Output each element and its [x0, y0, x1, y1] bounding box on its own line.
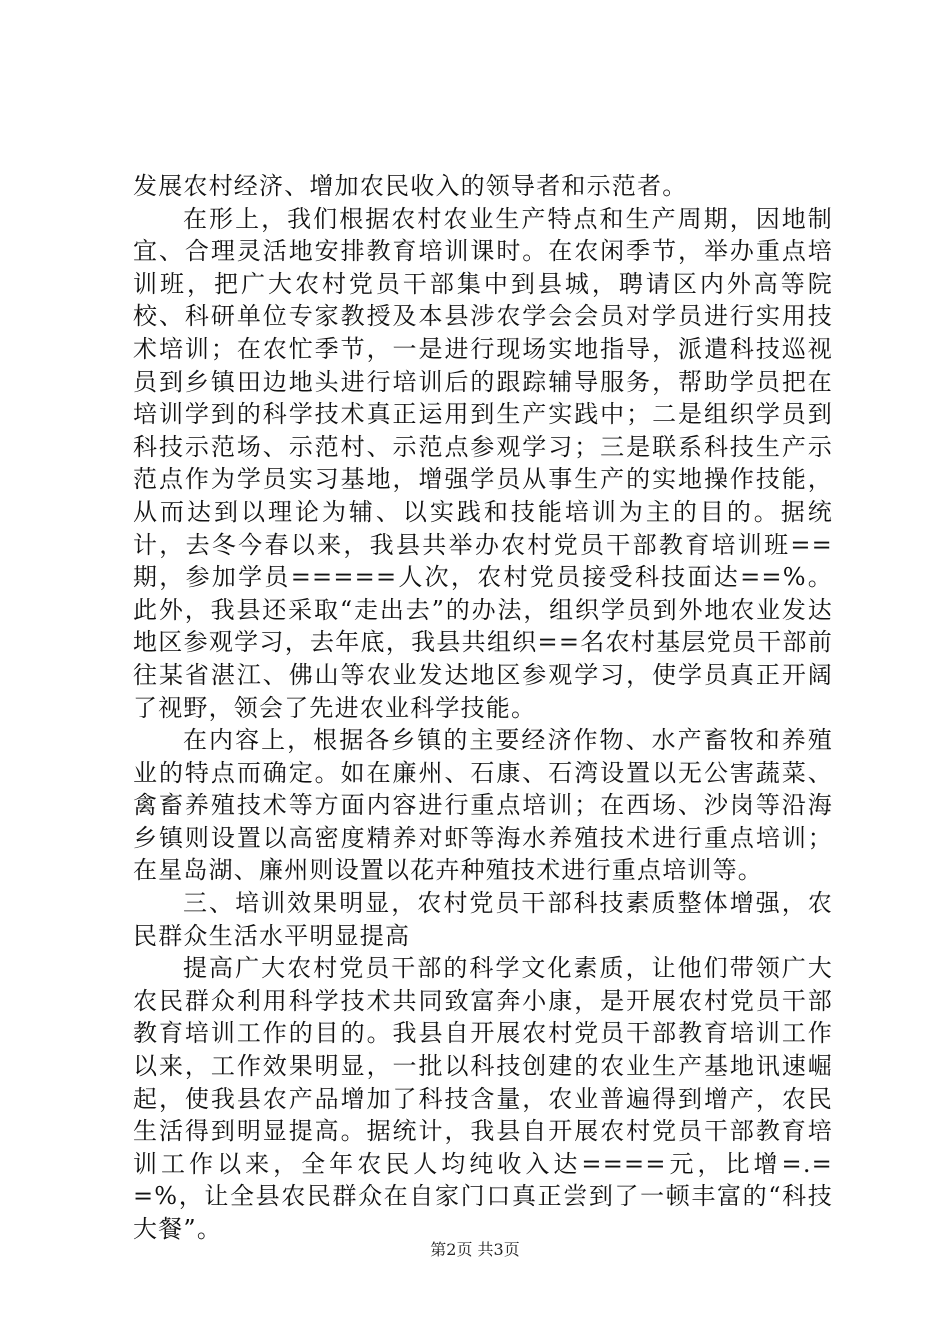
paragraph-training-results: 提高广大农村党员干部的科学文化素质，让他们带领广大农民群众利用科学技术共同致富奔小康，是开展农村党员干部教育培训工作的目的。我县自开展农村党员干部教育培训工作以来，工作效果明显，一批以科技创建的农业生产基地讯速崛起，使我县农产品增加了科技含量，农业普遍得到增产，农民生活得到明显提高。据统计，我县自开展农村党员干部教育培训工作以来，全年农民人均纯收入达====元，比增=.==%，让全县农民群众在自家门口真正尝到了一顿丰富的“科技大餐”。	[133, 954, 833, 1243]
page-footer	[0, 1240, 950, 1260]
section-heading-results: 三、培训效果明显，农村党员干部科技素质整体增强，农民群众生活水平明显提高	[133, 889, 833, 950]
paragraph-training-content: 在内容上，根据各乡镇的主要经济作物、水产畜牧和养殖业的特点而确定。如在廉州、石康、石湾设置以无公害蔬菜、禽畜养殖技术等方面内容进行重点培训；在西场、沙岗等沿海乡镇则设置以高密度精养对虾等海水养殖技术进行重点培训；在星岛湖、廉州则设置以花卉种殖技术进行重点培训等。	[133, 726, 833, 885]
paragraph-continuation: 发展农村经济、增加农民收入的领导者和示范者。	[133, 172, 688, 200]
page-number-label: 第2页 共3页	[430, 1240, 520, 1259]
document-body	[133, 170, 833, 1246]
paragraph-training-form: 在形上，我们根据农村农业生产特点和生产周期，因地制宜、合理灵活地安排教育培训课时。在农闲季节，举办重点培训班，把广大农村党员干部集中到县城，聘请区内外高等院校、科研单位专家教授及本县涉农学会会员对学员进行实用技术培训；在农忙季节，一是进行现场实地指导，派遣科技巡视员到乡镇田边地头进行培训后的跟踪辅导服务，帮助学员把在培训学到的科学技术真正运用到生产实践中；二是组织学员到科技示范场、示范村、示范点参观学习；三是联系科技生产示范点作为学员实习基地，增强学员从事生产的实地操作技能，从而达到以理论为辅、以实践和技能培训为主的目的。据统计，去冬今春以来，我县共举办农村党员干部教育培训班==期，参加学员=====人次，农村党员接受科技面达==%。此外，我县还采取“走出去”的办法，组织学员到外地农业发达地区参观学习，去年底，我县共组织==名农村基层党员干部前往某省湛江、佛山等农业发达地区参观学习，使学员真正开阔了视野，领会了先进农业科学技能。	[133, 204, 833, 722]
